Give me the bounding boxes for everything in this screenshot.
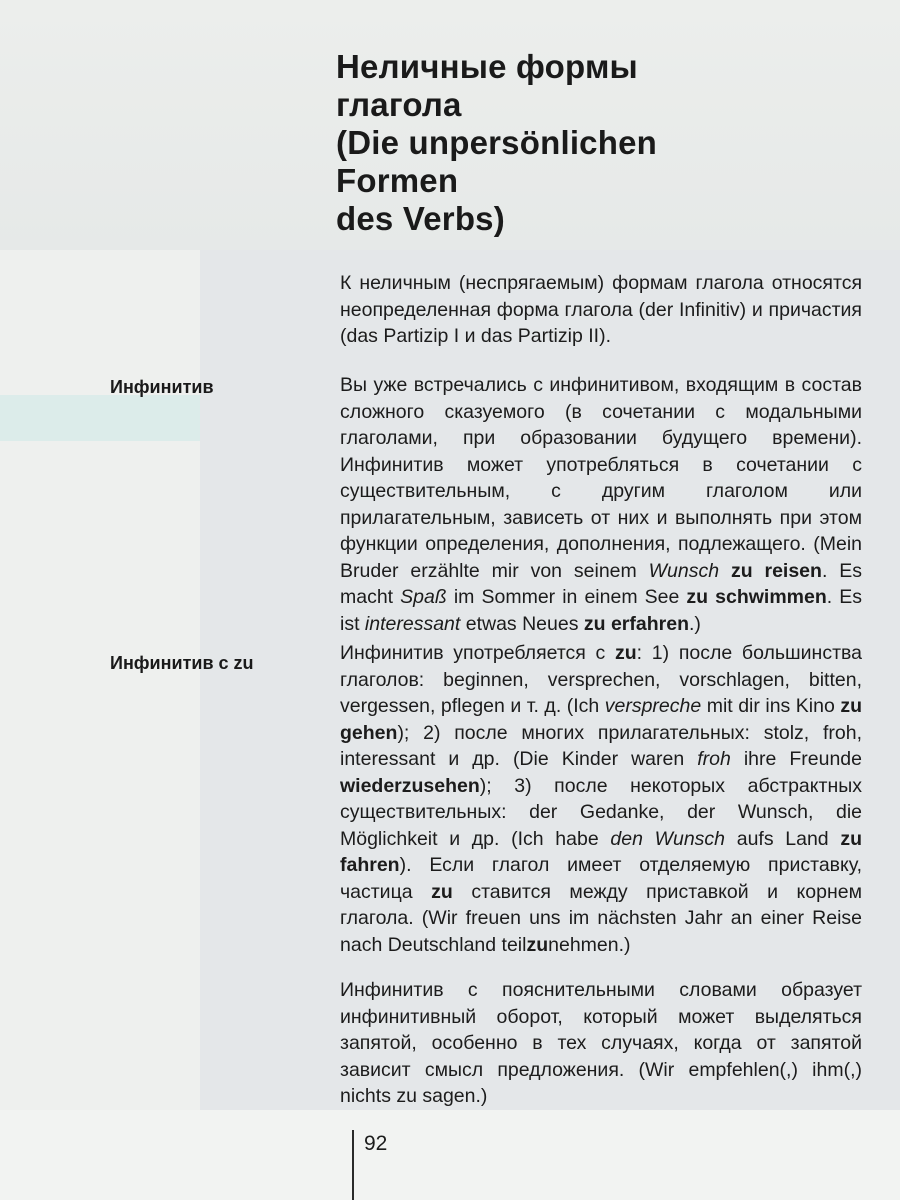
text-run: Инфинитив употребляется с	[340, 642, 615, 664]
bold-text: zu gehen	[340, 695, 868, 744]
margin-accent-band	[0, 395, 200, 441]
title-line: глагола	[336, 86, 462, 123]
text-run: ); 3) после некоторых абстрактных существительных: der Gedanke, der Wunsch, die Möglichkeit и др. (Ich habe	[340, 774, 868, 850]
italic-text: Wunsch	[648, 559, 720, 582]
bold-text: zu schwimmen	[686, 586, 827, 608]
text-run: Вы уже встречались с инфинитивом, входящим в состав сложного сказуемого (в сочетании с модальными глаголами, при образовании будущего времени). Инфинитив может употребляться в сочетании с существительным, с другим глаголом или прилагательным, зависеть от них и выполнять при этом функции определения, дополнения, подлежащего. (Mein Bruder erzählte mir von seinem	[340, 374, 868, 582]
sidebar-heading-infinitive-zu: Инфинитив с zu	[110, 653, 254, 673]
text-run: nehmen.)	[548, 933, 631, 956]
text-run: im Sommer in einem See	[446, 586, 687, 608]
title-line: des Verbs)	[336, 200, 505, 237]
bold-text: zu erfahren	[583, 612, 689, 635]
bold-text: zu	[526, 933, 549, 956]
bold-text: zu reisen	[730, 559, 822, 582]
bold-text: zu	[431, 880, 453, 903]
bold-text: zu fahren	[340, 827, 868, 876]
paragraph-infinitive-zu	[340, 640, 868, 958]
paragraph-intro	[340, 270, 868, 350]
text-run	[719, 560, 731, 582]
text-run: etwas Neues	[460, 612, 584, 635]
bold-text: zu	[615, 642, 637, 664]
page-number: 92	[364, 1132, 388, 1155]
text-run: : 1) после большинства глаголов: beginnen, versprechen, vorschlagen, bitten, vergessen, pflegen и т. д. (Ich	[340, 642, 868, 717]
italic-text: verspreche	[604, 695, 702, 717]
section-title	[336, 48, 716, 238]
italic-text: interessant	[364, 612, 461, 635]
text-run: aufs Land	[725, 827, 841, 850]
text-run: Инфинитив с пояснительными словами образует инфинитивный оборот, который может выделяться запятой, особенно в тех случаях, когда от запятой зависит смысл предложения. (Wir empfehlen(,) ihm(,) nichts zu sagen.)	[340, 979, 868, 1107]
text-run: mit dir ins Kino	[701, 695, 841, 717]
paragraph-infinitive-phrase	[340, 977, 868, 1110]
italic-text: Spaß	[400, 586, 447, 608]
italic-text: den Wunsch	[610, 827, 726, 850]
text-run: ). Если глагол имеет отделяемую приставку, частица	[340, 854, 868, 903]
paragraph-infinitive	[340, 372, 868, 637]
sidebar-heading-infinitive: Инфинитив	[110, 377, 214, 397]
text-run: . Es macht	[340, 559, 868, 608]
bold-text: wiederzusehen	[340, 774, 480, 797]
text-run: .)	[688, 612, 701, 635]
text-run: ставится между приставкой и корнем глагола. (Wir freuen uns im nächsten Jahr an einer Reise nach Deutschland teil	[340, 880, 868, 956]
text-run: . Es ist	[340, 586, 868, 635]
title-line: (Die unpersönlichen	[336, 124, 658, 161]
text-run: ihre Freunde	[730, 748, 868, 770]
title-line: Неличные формы	[336, 48, 638, 85]
italic-text: froh	[697, 748, 731, 770]
footer-rule	[352, 1130, 354, 1200]
text-run: ); 2) после многих прилагательных: stolz, froh, interessant и др. (Die Kinder waren	[340, 721, 868, 770]
text-run: К неличным (неспрягаемым) формам глагола относятся неопределенная форма глагола (der Infinitiv) и причастия (das Partizip I и das Partizip II).	[340, 272, 868, 347]
title-line: Formen	[336, 162, 459, 199]
